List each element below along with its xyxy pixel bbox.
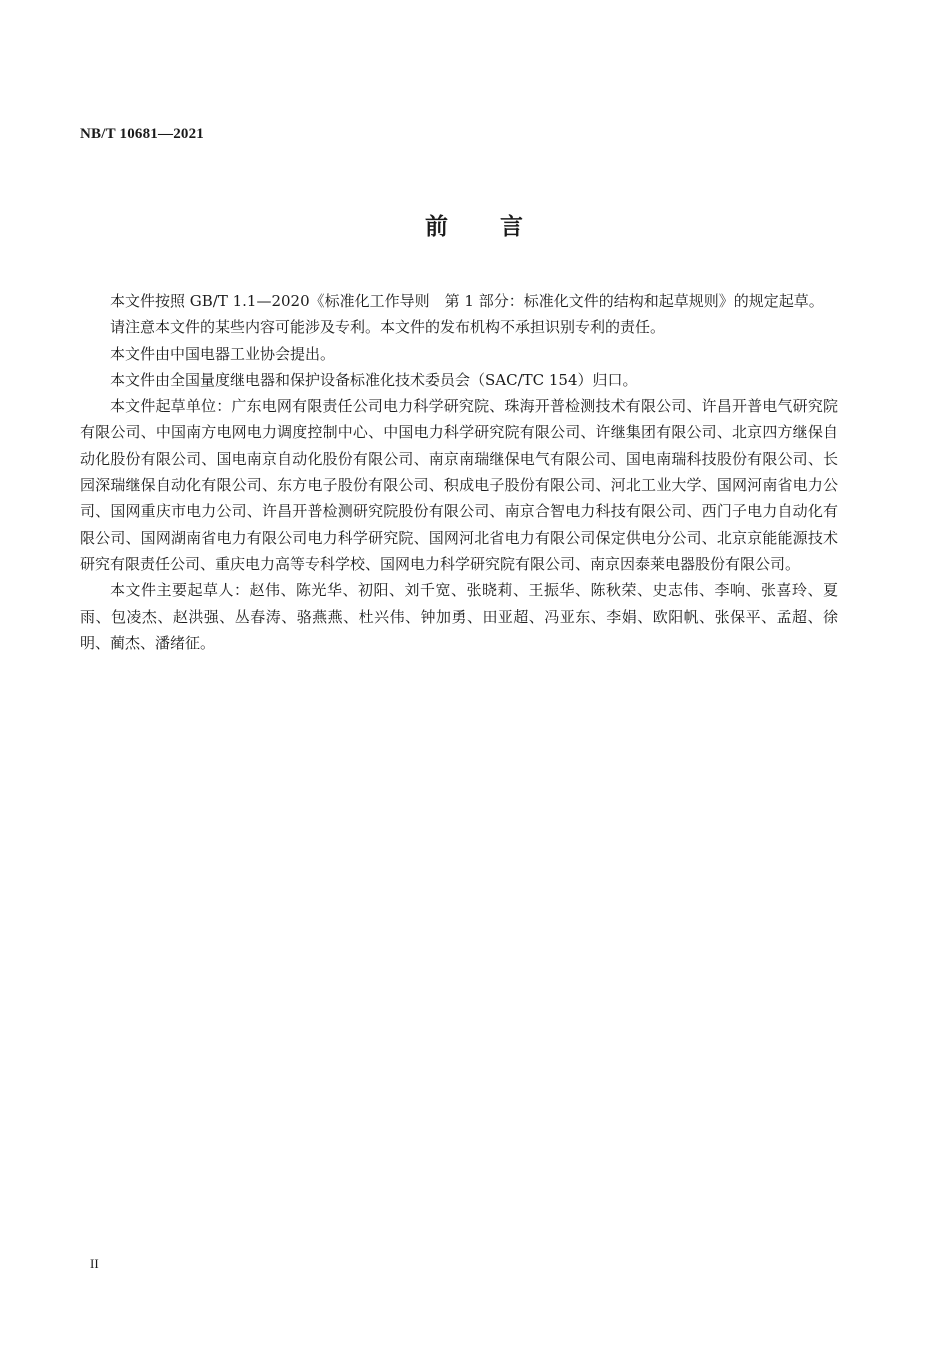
foreword-body: [80, 288, 838, 656]
paragraph-proposer: 本文件由中国电器工业协会提出。: [110, 344, 336, 363]
paragraph-drafting-organizations: 本文件起草单位：广东电网有限责任公司电力科学研究院、珠海开普检测技术有限公司、许昌开普电气研究院有限公司、中国南方电网电力调度控制中心、中国电力科学研究院有限公司、许继集团有限公司、北京四方继保自动化股份有限公司、国电南京自动化股份有限公司、南京南瑞继保电气有限公司、国电南瑞科技股份有限公司、长园深瑞继保自动化有限公司、东方电子股份有限公司、积成电子股份有限公司、河北工业大学、国网河南省电力公司、国网重庆市电力公司、许昌开普检测研究院股份有限公司、南京合智电力科技有限公司、西门子电力自动化有限公司、国网湖南省电力有限公司电力科学研究院、国网河北省电力有限公司保定供电分公司、北京京能能源技术研究有限责任公司、重庆电力高等专科学校、国网电力科学研究院有限公司、南京因泰莱电器股份有限公司。: [80, 397, 838, 573]
standard-code: NB/T 10681—2021: [80, 126, 204, 142]
page-number: II: [90, 1256, 99, 1271]
paragraph-drafting-rules: 本文件按照 GB/T 1.1—2020《标准化工作导则 第 1 部分：标准化文件的结构和起草规则》的规定起草。: [110, 292, 824, 310]
page-title: 前 言: [425, 214, 525, 240]
paragraph-technical-committee: 本文件由全国量度继电器和保护设备标准化技术委员会（SAC/TC 154）归口。: [110, 370, 638, 389]
paragraph-main-drafters: 本文件主要起草人：赵伟、陈光华、初阳、刘千宽、张晓莉、王振华、陈秋荣、史志伟、李响、张喜玲、夏雨、包凌杰、赵洪强、丛春涛、骆燕燕、杜兴伟、钟加勇、田亚超、冯亚东、李娟、欧阳帆、张保平、孟超、徐明、蔺杰、潘绪征。: [80, 581, 838, 652]
paragraph-patent-notice: 请注意本文件的某些内容可能涉及专利。本文件的发布机构不承担识别专利的责任。: [110, 318, 666, 337]
